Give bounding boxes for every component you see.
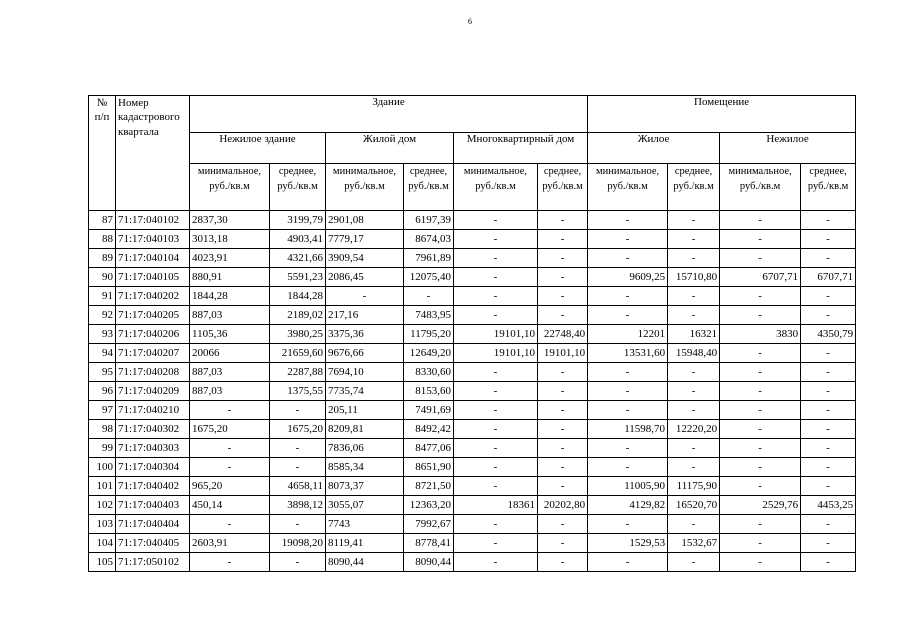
row-num: 94 bbox=[89, 344, 116, 363]
house-avg: 11795,20 bbox=[404, 325, 454, 344]
nonres-room-min: - bbox=[720, 306, 801, 325]
row-num: 97 bbox=[89, 401, 116, 420]
apartment-min: - bbox=[454, 268, 538, 287]
res-room-avg: - bbox=[668, 439, 720, 458]
apartment-avg: - bbox=[538, 249, 588, 268]
res-room-min: 11005,90 bbox=[588, 477, 668, 496]
res-room-avg: 15710,80 bbox=[668, 268, 720, 287]
res-room-avg: 11175,90 bbox=[668, 477, 720, 496]
nonres-room-avg: - bbox=[801, 249, 856, 268]
res-room-min: - bbox=[588, 249, 668, 268]
nonres-building-min: 1675,20 bbox=[190, 420, 270, 439]
row-num: 90 bbox=[89, 268, 116, 287]
apartment-min: - bbox=[454, 515, 538, 534]
nonres-room-min: - bbox=[720, 458, 801, 477]
table-row bbox=[89, 287, 856, 306]
nonres-building-avg: 1375,55 bbox=[270, 382, 326, 401]
apartment-min: - bbox=[454, 553, 538, 572]
nonres-room-avg: - bbox=[801, 477, 856, 496]
res-room-min: 9609,25 bbox=[588, 268, 668, 287]
nonres-room-avg: - bbox=[801, 553, 856, 572]
nonres-building-min: 887,03 bbox=[190, 382, 270, 401]
nonres-building-avg: 1844,28 bbox=[270, 287, 326, 306]
apartment-avg: - bbox=[538, 230, 588, 249]
apartment-min: - bbox=[454, 401, 538, 420]
nonres-room-avg: - bbox=[801, 287, 856, 306]
row-num: 93 bbox=[89, 325, 116, 344]
row-num: 99 bbox=[89, 439, 116, 458]
nonres-room-min: - bbox=[720, 230, 801, 249]
house-min: 8585,34 bbox=[326, 458, 404, 477]
nonres-room-min: - bbox=[720, 401, 801, 420]
nonres-room-min: - bbox=[720, 534, 801, 553]
apartment-min: - bbox=[454, 439, 538, 458]
res-room-avg: - bbox=[668, 553, 720, 572]
nonres-building-min: 1105,36 bbox=[190, 325, 270, 344]
header-res-room: Жилое bbox=[588, 133, 720, 164]
cadastral-price-table bbox=[88, 95, 856, 572]
nonres-building-avg: 2189,02 bbox=[270, 306, 326, 325]
table-row bbox=[89, 401, 856, 420]
house-min: 9676,66 bbox=[326, 344, 404, 363]
apartment-min: - bbox=[454, 382, 538, 401]
apartment-avg: - bbox=[538, 211, 588, 230]
house-min: 8073,37 bbox=[326, 477, 404, 496]
row-num: 102 bbox=[89, 496, 116, 515]
house-min: 7779,17 bbox=[326, 230, 404, 249]
apartment-avg: - bbox=[538, 534, 588, 553]
res-room-avg: 12220,20 bbox=[668, 420, 720, 439]
header-building: Здание bbox=[190, 96, 588, 133]
res-room-min: - bbox=[588, 363, 668, 382]
apartment-avg: - bbox=[538, 287, 588, 306]
nonres-room-avg: - bbox=[801, 439, 856, 458]
kadastr-number: 71:17:040102 bbox=[116, 211, 190, 230]
res-room-avg: - bbox=[668, 401, 720, 420]
house-avg: 6197,39 bbox=[404, 211, 454, 230]
nonres-building-min: 450,14 bbox=[190, 496, 270, 515]
nonres-building-min: 20066 bbox=[190, 344, 270, 363]
table-row bbox=[89, 553, 856, 572]
table-row bbox=[89, 306, 856, 325]
house-avg: 7961,89 bbox=[404, 249, 454, 268]
row-num: 100 bbox=[89, 458, 116, 477]
row-num: 87 bbox=[89, 211, 116, 230]
res-room-min: - bbox=[588, 306, 668, 325]
nonres-room-avg: 6707,71 bbox=[801, 268, 856, 287]
house-min: 205,11 bbox=[326, 401, 404, 420]
house-avg: 8153,60 bbox=[404, 382, 454, 401]
nonres-building-min: 880,91 bbox=[190, 268, 270, 287]
apartment-avg: - bbox=[538, 439, 588, 458]
house-avg: 12075,40 bbox=[404, 268, 454, 287]
row-num: 95 bbox=[89, 363, 116, 382]
row-num: 98 bbox=[89, 420, 116, 439]
res-room-min: - bbox=[588, 553, 668, 572]
nonres-building-min: - bbox=[190, 401, 270, 420]
header-min: минимальное, руб./кв.м bbox=[720, 164, 801, 211]
table-row bbox=[89, 211, 856, 230]
apartment-avg: - bbox=[538, 401, 588, 420]
table-row bbox=[89, 420, 856, 439]
kadastr-number: 71:17:040402 bbox=[116, 477, 190, 496]
res-room-min: 11598,70 bbox=[588, 420, 668, 439]
apartment-min: - bbox=[454, 458, 538, 477]
nonres-room-avg: - bbox=[801, 344, 856, 363]
kadastr-number: 71:17:040104 bbox=[116, 249, 190, 268]
res-room-avg: - bbox=[668, 363, 720, 382]
nonres-building-min: 887,03 bbox=[190, 306, 270, 325]
house-avg: 12649,20 bbox=[404, 344, 454, 363]
nonres-room-avg: - bbox=[801, 401, 856, 420]
res-room-avg: - bbox=[668, 458, 720, 477]
res-room-min: 13531,60 bbox=[588, 344, 668, 363]
header-num: № п/п bbox=[89, 96, 116, 211]
house-avg: 7483,95 bbox=[404, 306, 454, 325]
nonres-building-min: - bbox=[190, 439, 270, 458]
apartment-min: - bbox=[454, 534, 538, 553]
table-row bbox=[89, 515, 856, 534]
house-avg: 7491,69 bbox=[404, 401, 454, 420]
apartment-avg: - bbox=[538, 515, 588, 534]
row-num: 104 bbox=[89, 534, 116, 553]
apartment-avg: - bbox=[538, 458, 588, 477]
nonres-building-min: 2603,91 bbox=[190, 534, 270, 553]
header-avg: среднее, руб./кв.м bbox=[538, 164, 588, 211]
kadastr-number: 71:17:040403 bbox=[116, 496, 190, 515]
nonres-room-avg: - bbox=[801, 230, 856, 249]
kadastr-number: 71:17:040205 bbox=[116, 306, 190, 325]
nonres-room-min: 2529,76 bbox=[720, 496, 801, 515]
table-row bbox=[89, 439, 856, 458]
nonres-room-min: - bbox=[720, 382, 801, 401]
nonres-building-min: 887,03 bbox=[190, 363, 270, 382]
kadastr-number: 71:17:040404 bbox=[116, 515, 190, 534]
header-nonres-room: Нежилое bbox=[720, 133, 856, 164]
apartment-avg: - bbox=[538, 420, 588, 439]
header-avg: среднее, руб./кв.м bbox=[801, 164, 856, 211]
header-min: минимальное, руб./кв.м bbox=[190, 164, 270, 211]
res-room-avg: - bbox=[668, 515, 720, 534]
table-row bbox=[89, 477, 856, 496]
res-room-avg: 16321 bbox=[668, 325, 720, 344]
apartment-min: - bbox=[454, 306, 538, 325]
nonres-room-min: - bbox=[720, 553, 801, 572]
kadastr-number: 71:17:040303 bbox=[116, 439, 190, 458]
table-row bbox=[89, 249, 856, 268]
kadastr-number: 71:17:040202 bbox=[116, 287, 190, 306]
res-room-avg: - bbox=[668, 211, 720, 230]
house-min: - bbox=[326, 287, 404, 306]
table-row bbox=[89, 268, 856, 287]
apartment-min: - bbox=[454, 420, 538, 439]
row-num: 105 bbox=[89, 553, 116, 572]
kadastr-number: 71:17:040304 bbox=[116, 458, 190, 477]
nonres-building-avg: 19098,20 bbox=[270, 534, 326, 553]
row-num: 96 bbox=[89, 382, 116, 401]
nonres-room-avg: - bbox=[801, 458, 856, 477]
table-row bbox=[89, 458, 856, 477]
apartment-avg: 22748,40 bbox=[538, 325, 588, 344]
res-room-avg: 16520,70 bbox=[668, 496, 720, 515]
house-min: 7836,06 bbox=[326, 439, 404, 458]
header-avg: среднее, руб./кв.м bbox=[270, 164, 326, 211]
res-room-avg: - bbox=[668, 306, 720, 325]
house-min: 7743 bbox=[326, 515, 404, 534]
nonres-room-min: - bbox=[720, 477, 801, 496]
house-avg: 8492,42 bbox=[404, 420, 454, 439]
nonres-building-min: 2837,30 bbox=[190, 211, 270, 230]
nonres-room-avg: 4453,25 bbox=[801, 496, 856, 515]
nonres-building-min: - bbox=[190, 515, 270, 534]
apartment-min: - bbox=[454, 287, 538, 306]
table-row bbox=[89, 325, 856, 344]
house-min: 2901,08 bbox=[326, 211, 404, 230]
nonres-room-min: - bbox=[720, 344, 801, 363]
apartment-min: 19101,10 bbox=[454, 325, 538, 344]
res-room-avg: - bbox=[668, 249, 720, 268]
res-room-min: - bbox=[588, 515, 668, 534]
apartment-avg: - bbox=[538, 553, 588, 572]
nonres-building-avg: 3980,25 bbox=[270, 325, 326, 344]
house-avg: 8674,03 bbox=[404, 230, 454, 249]
apartment-min: - bbox=[454, 363, 538, 382]
nonres-room-avg: 4350,79 bbox=[801, 325, 856, 344]
nonres-room-avg: - bbox=[801, 534, 856, 553]
apartment-min: 18361 bbox=[454, 496, 538, 515]
nonres-room-min: - bbox=[720, 439, 801, 458]
house-avg: 8651,90 bbox=[404, 458, 454, 477]
res-room-min: - bbox=[588, 382, 668, 401]
table-header bbox=[89, 96, 856, 211]
nonres-room-min: 3830 bbox=[720, 325, 801, 344]
house-min: 8119,41 bbox=[326, 534, 404, 553]
res-room-min: 12201 bbox=[588, 325, 668, 344]
table-row bbox=[89, 344, 856, 363]
house-avg: 8778,41 bbox=[404, 534, 454, 553]
house-min: 3375,36 bbox=[326, 325, 404, 344]
header-kadastr: Номер кадастрового квартала bbox=[116, 96, 190, 211]
nonres-room-avg: - bbox=[801, 306, 856, 325]
nonres-building-avg: 4658,11 bbox=[270, 477, 326, 496]
nonres-room-avg: - bbox=[801, 382, 856, 401]
header-nonres-building: Нежилое здание bbox=[190, 133, 326, 164]
kadastr-number: 71:17:040210 bbox=[116, 401, 190, 420]
house-avg: 8090,44 bbox=[404, 553, 454, 572]
house-min: 8090,44 bbox=[326, 553, 404, 572]
apartment-avg: 19101,10 bbox=[538, 344, 588, 363]
nonres-building-avg: 2287,88 bbox=[270, 363, 326, 382]
nonres-room-avg: - bbox=[801, 363, 856, 382]
table-row bbox=[89, 363, 856, 382]
kadastr-number: 71:17:040405 bbox=[116, 534, 190, 553]
nonres-room-min: - bbox=[720, 420, 801, 439]
house-avg: 8330,60 bbox=[404, 363, 454, 382]
res-room-avg: 15948,40 bbox=[668, 344, 720, 363]
nonres-building-avg: - bbox=[270, 439, 326, 458]
nonres-building-min: 1844,28 bbox=[190, 287, 270, 306]
kadastr-number: 71:17:040207 bbox=[116, 344, 190, 363]
apartment-min: - bbox=[454, 230, 538, 249]
res-room-avg: - bbox=[668, 230, 720, 249]
house-min: 3909,54 bbox=[326, 249, 404, 268]
kadastr-number: 71:17:040105 bbox=[116, 268, 190, 287]
house-avg: 7992,67 bbox=[404, 515, 454, 534]
res-room-min: 1529,53 bbox=[588, 534, 668, 553]
res-room-avg: - bbox=[668, 382, 720, 401]
nonres-room-min: - bbox=[720, 249, 801, 268]
nonres-building-avg: 21659,60 bbox=[270, 344, 326, 363]
nonres-building-avg: - bbox=[270, 458, 326, 477]
res-room-min: - bbox=[588, 439, 668, 458]
header-room: Помещение bbox=[588, 96, 856, 133]
nonres-room-min: - bbox=[720, 363, 801, 382]
header-avg: среднее, руб./кв.м bbox=[668, 164, 720, 211]
nonres-building-avg: 3199,79 bbox=[270, 211, 326, 230]
house-min: 2086,45 bbox=[326, 268, 404, 287]
apartment-avg: - bbox=[538, 382, 588, 401]
row-num: 88 bbox=[89, 230, 116, 249]
header-min: минимальное, руб./кв.м bbox=[326, 164, 404, 211]
nonres-building-min: 3013,18 bbox=[190, 230, 270, 249]
kadastr-number: 71:17:040302 bbox=[116, 420, 190, 439]
house-avg: 8477,06 bbox=[404, 439, 454, 458]
res-room-min: - bbox=[588, 458, 668, 477]
nonres-building-avg: 4321,66 bbox=[270, 249, 326, 268]
res-room-min: - bbox=[588, 230, 668, 249]
header-house: Жилой дом bbox=[326, 133, 454, 164]
nonres-building-min: 965,20 bbox=[190, 477, 270, 496]
header-min: минимальное, руб./кв.м bbox=[588, 164, 668, 211]
row-num: 92 bbox=[89, 306, 116, 325]
header-apartment: Многоквартирный дом bbox=[454, 133, 588, 164]
res-room-avg: 1532,67 bbox=[668, 534, 720, 553]
apartment-avg: - bbox=[538, 363, 588, 382]
row-num: 91 bbox=[89, 287, 116, 306]
kadastr-number: 71:17:040103 bbox=[116, 230, 190, 249]
res-room-min: - bbox=[588, 211, 668, 230]
apartment-avg: - bbox=[538, 268, 588, 287]
nonres-building-min: - bbox=[190, 553, 270, 572]
nonres-building-avg: - bbox=[270, 515, 326, 534]
apartment-min: 19101,10 bbox=[454, 344, 538, 363]
apartment-min: - bbox=[454, 477, 538, 496]
nonres-building-avg: 3898,12 bbox=[270, 496, 326, 515]
nonres-building-avg: 5591,23 bbox=[270, 268, 326, 287]
nonres-room-avg: - bbox=[801, 211, 856, 230]
row-num: 89 bbox=[89, 249, 116, 268]
house-min: 7694,10 bbox=[326, 363, 404, 382]
table-row bbox=[89, 230, 856, 249]
nonres-building-avg: - bbox=[270, 553, 326, 572]
nonres-building-min: - bbox=[190, 458, 270, 477]
kadastr-number: 71:17:050102 bbox=[116, 553, 190, 572]
res-room-min: - bbox=[588, 287, 668, 306]
res-room-avg: - bbox=[668, 287, 720, 306]
nonres-building-avg: 1675,20 bbox=[270, 420, 326, 439]
table-row bbox=[89, 496, 856, 515]
apartment-min: - bbox=[454, 249, 538, 268]
header-min: минимальное, руб./кв.м bbox=[454, 164, 538, 211]
house-avg: - bbox=[404, 287, 454, 306]
kadastr-number: 71:17:040209 bbox=[116, 382, 190, 401]
apartment-avg: 20202,80 bbox=[538, 496, 588, 515]
nonres-room-min: - bbox=[720, 515, 801, 534]
nonres-room-avg: - bbox=[801, 515, 856, 534]
row-num: 103 bbox=[89, 515, 116, 534]
nonres-room-avg: - bbox=[801, 420, 856, 439]
page-number: 6 bbox=[468, 17, 472, 26]
nonres-room-min: 6707,71 bbox=[720, 268, 801, 287]
apartment-min: - bbox=[454, 211, 538, 230]
house-min: 8209,81 bbox=[326, 420, 404, 439]
res-room-min: - bbox=[588, 401, 668, 420]
nonres-building-min: 4023,91 bbox=[190, 249, 270, 268]
house-avg: 8721,50 bbox=[404, 477, 454, 496]
kadastr-number: 71:17:040208 bbox=[116, 363, 190, 382]
table-body bbox=[89, 211, 856, 572]
house-min: 7735,74 bbox=[326, 382, 404, 401]
house-avg: 12363,20 bbox=[404, 496, 454, 515]
table-row bbox=[89, 382, 856, 401]
table-row bbox=[89, 534, 856, 553]
nonres-room-min: - bbox=[720, 287, 801, 306]
kadastr-number: 71:17:040206 bbox=[116, 325, 190, 344]
apartment-avg: - bbox=[538, 477, 588, 496]
header-avg: среднее, руб./кв.м bbox=[404, 164, 454, 211]
house-min: 3055,07 bbox=[326, 496, 404, 515]
row-num: 101 bbox=[89, 477, 116, 496]
house-min: 217,16 bbox=[326, 306, 404, 325]
res-room-min: 4129,82 bbox=[588, 496, 668, 515]
apartment-avg: - bbox=[538, 306, 588, 325]
nonres-building-avg: - bbox=[270, 401, 326, 420]
nonres-building-avg: 4903,41 bbox=[270, 230, 326, 249]
nonres-room-min: - bbox=[720, 211, 801, 230]
